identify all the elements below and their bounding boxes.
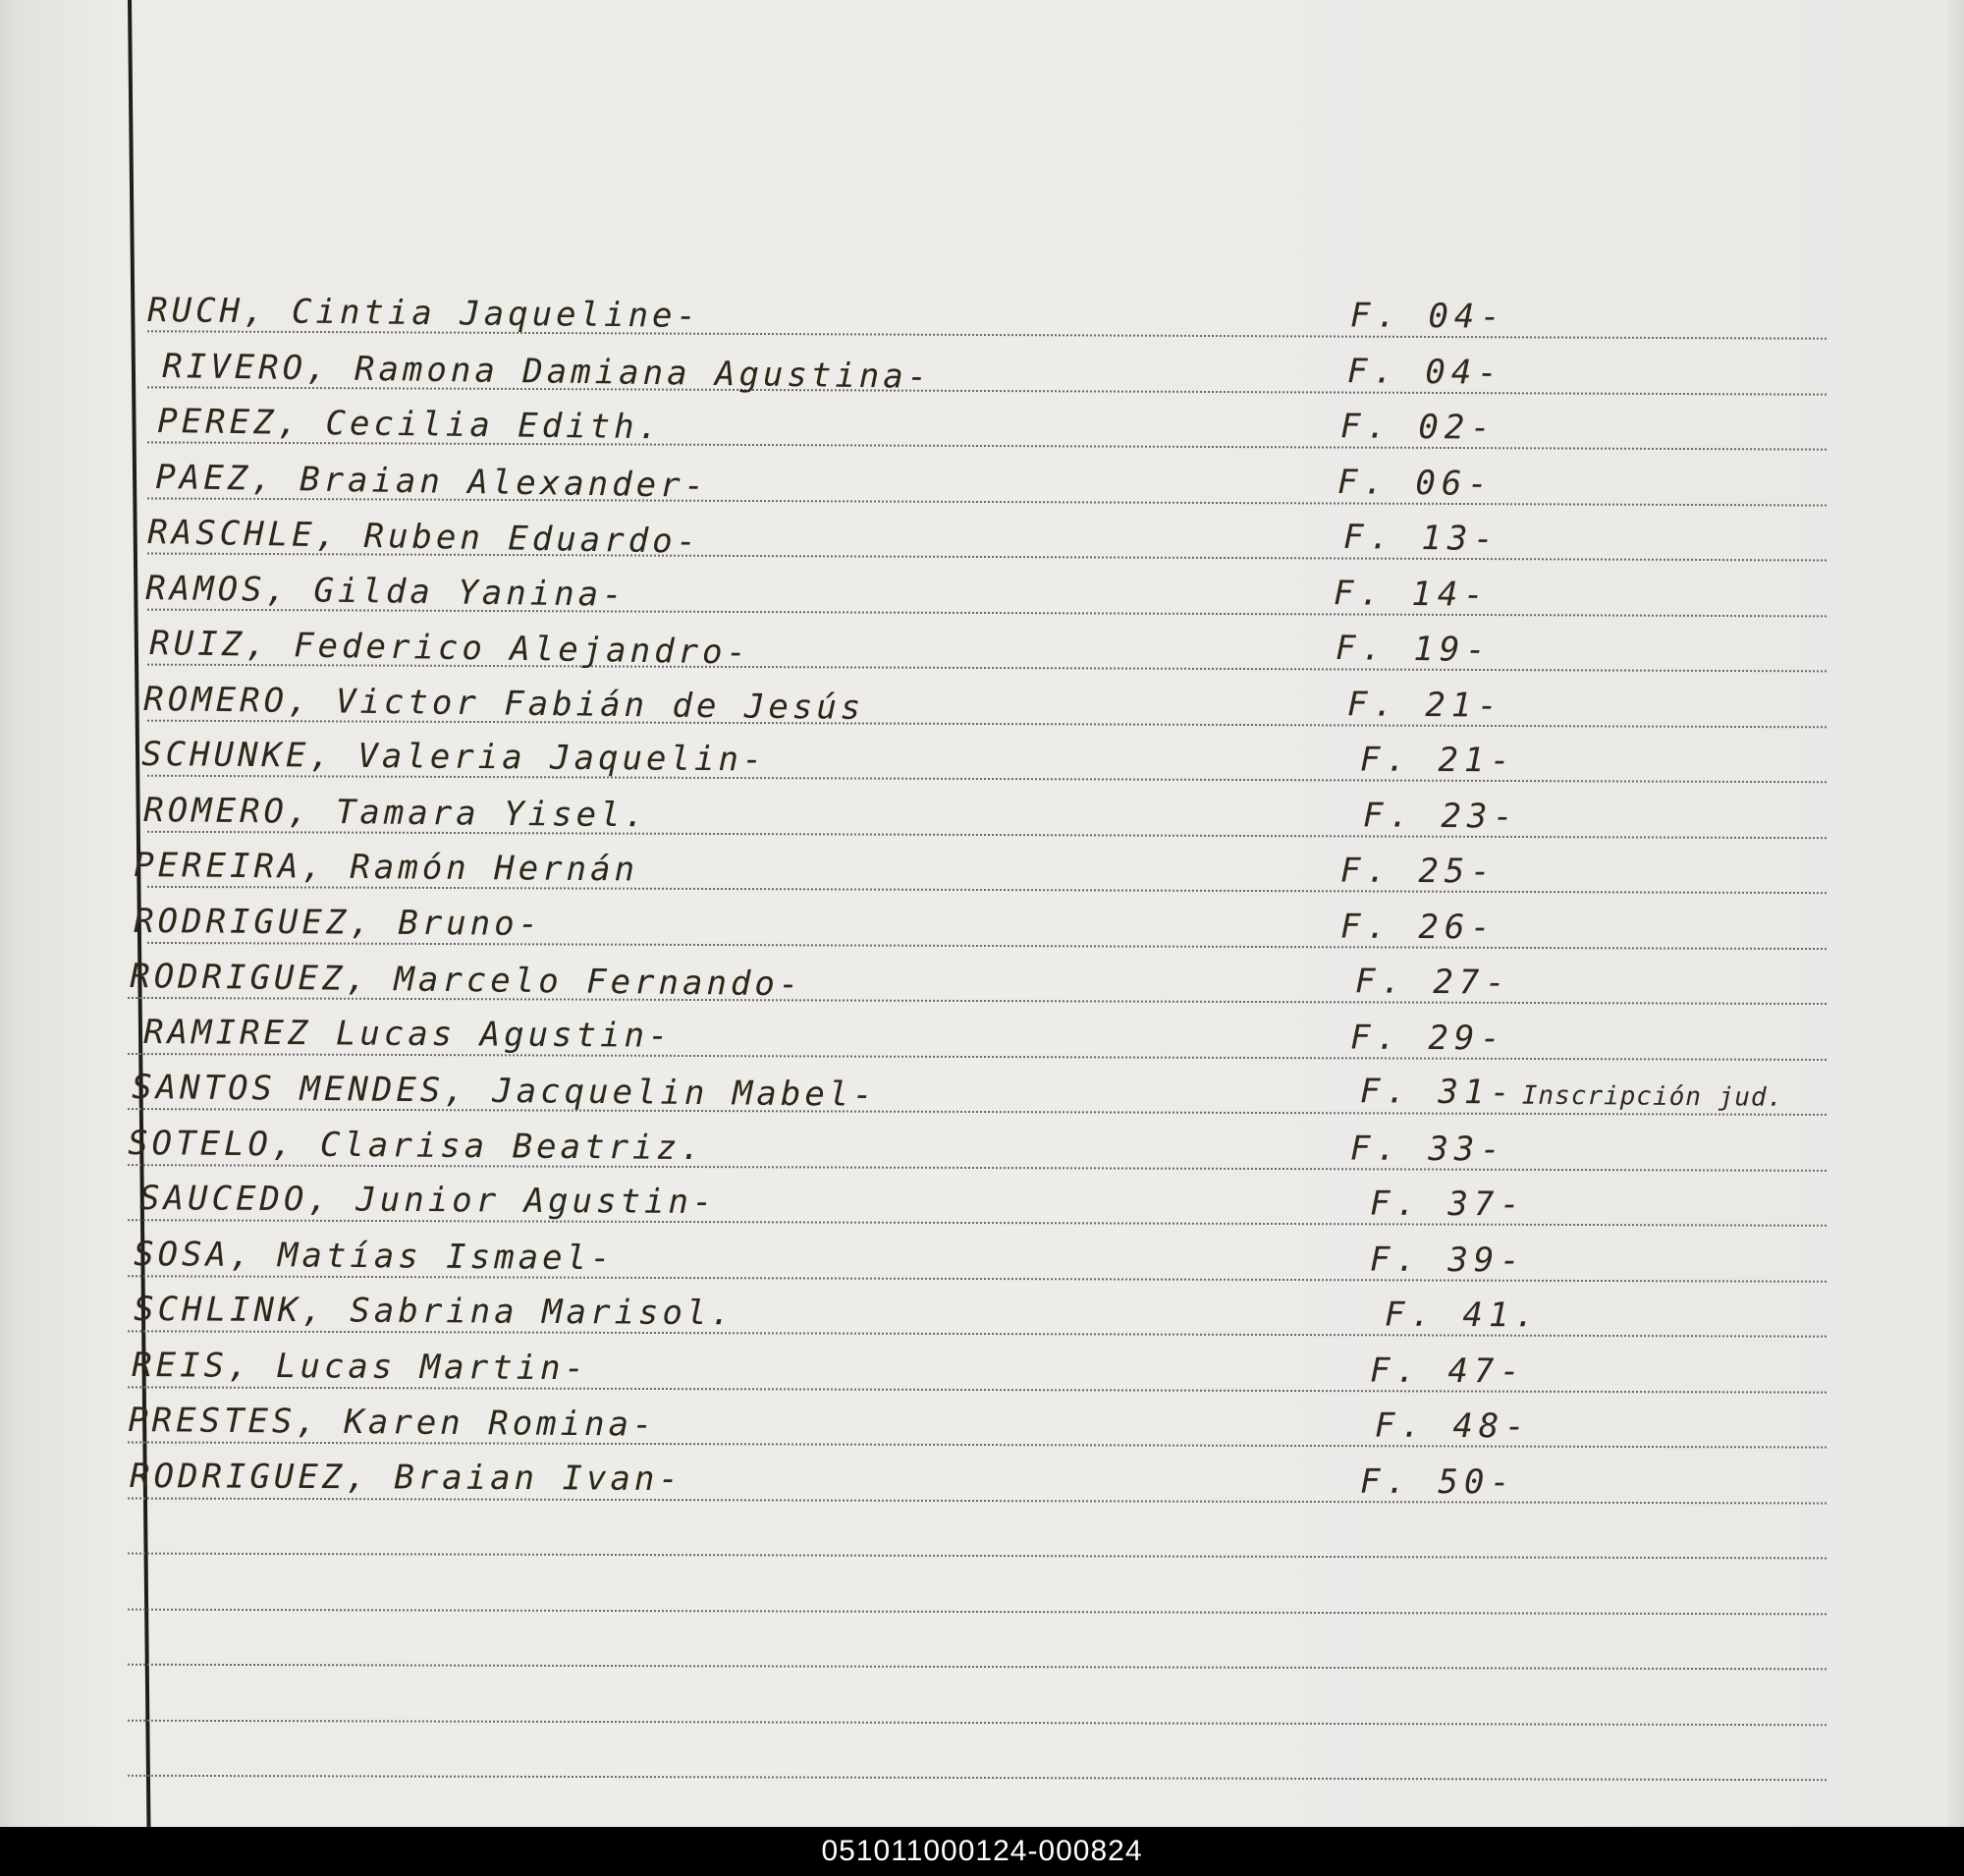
folio-number: F. 39- (1369, 1239, 1526, 1281)
ledger-folio (1347, 352, 1503, 393)
folio-number: F. 31- (1359, 1072, 1516, 1113)
ledger-folio (1334, 574, 1490, 615)
ledger-folio (1360, 1072, 1784, 1115)
dotted-rule (128, 1608, 1827, 1615)
folio-number: F. 41. (1384, 1295, 1541, 1336)
ledger-name: SOSA, Matías Ismael- (134, 1234, 615, 1278)
folio-number: F. 37- (1369, 1184, 1526, 1225)
ledger-name: SANTOS MENDES, Jacquelin Mabel- (132, 1068, 877, 1115)
ledger-name: RODRIGUEZ, Marcelo Fernando- (130, 957, 803, 1005)
dotted-rule (128, 1441, 1827, 1448)
folio-number: F. 27- (1354, 962, 1512, 1003)
dotted-rule (128, 1719, 1827, 1726)
ledger-folio (1370, 1351, 1526, 1391)
ledger-name: PEREIRA, Ramón Hernán (134, 846, 639, 890)
folio-number: F. 04- (1349, 296, 1506, 337)
ledger-folio (1360, 1462, 1516, 1502)
folio-number: F. 23- (1362, 795, 1519, 837)
folio-number: F. 06- (1337, 462, 1495, 504)
dotted-rule (128, 1553, 1827, 1560)
folio-note: Inscripción jud. (1521, 1080, 1784, 1113)
folio-number: F. 48- (1374, 1406, 1531, 1447)
ledger-folio (1340, 851, 1497, 891)
ledger-name: RIVERO, Ramona Damiana Agustina- (162, 346, 932, 397)
footer-bar (0, 1827, 1964, 1876)
folio-number: F. 29- (1349, 1018, 1506, 1058)
ledger-folio (1375, 1406, 1531, 1446)
ledger-name: RAMIREZ Lucas Agustin- (143, 1012, 673, 1056)
ledger-name: RUCH, Cintia Jaqueline- (147, 291, 701, 336)
folio-number: F. 04- (1346, 351, 1504, 393)
ledger-name: REIS, Lucas Martin- (132, 1345, 589, 1388)
dotted-rule (128, 1219, 1827, 1227)
ledger-folio (1340, 407, 1497, 448)
ledger-folio (1350, 1018, 1506, 1058)
ledger-folio (1337, 463, 1494, 504)
dotted-rule (128, 1664, 1827, 1671)
folio-number: F. 02- (1339, 407, 1498, 448)
ledger-folio (1363, 796, 1519, 836)
ledger-name: PRESTES, Karen Romina- (128, 1401, 657, 1445)
document-id: 051011000124-000824 (821, 1835, 1143, 1867)
ledger-folio (1350, 296, 1506, 336)
folio-number: F. 47- (1369, 1351, 1526, 1391)
ledger-name: ROMERO, Tamara Yisel. (143, 790, 649, 835)
ledger-name: SOTELO, Clarisa Beatriz. (128, 1123, 705, 1168)
ledger-name: SCHUNKE, Valeria Jaquelin- (141, 735, 767, 780)
ledger-folio (1343, 518, 1500, 559)
folio-number: F. 13- (1342, 517, 1500, 560)
folio-number: F. 25- (1339, 851, 1497, 892)
ledger-name: RASCHLE, Ruben Eduardo- (147, 513, 701, 562)
ledger-folio (1340, 907, 1497, 947)
ledger-name: RAMOS, Gilda Yanina- (145, 568, 627, 615)
ledger-folio (1336, 629, 1492, 670)
ledger-name: PAEZ, Braian Alexander- (155, 457, 709, 506)
dotted-rule (128, 1497, 1827, 1504)
folio-number: F. 33- (1349, 1128, 1506, 1170)
folio-number: F. 19- (1335, 629, 1493, 670)
ledger-folio (1350, 1129, 1506, 1169)
ledger-folio (1360, 740, 1516, 780)
ledger-name: ROMERO, Victor Fabián de Jesús (143, 679, 865, 728)
ledger-folio (1355, 962, 1511, 1003)
folio-number: F. 21- (1346, 684, 1504, 726)
ledger-name: SCHLINK, Sabrina Marisol. (134, 1290, 736, 1334)
ledger-folio (1385, 1296, 1541, 1336)
folio-number: F. 21- (1359, 740, 1516, 781)
ledger-folio (1370, 1240, 1526, 1280)
dotted-rule (128, 1330, 1827, 1337)
ledger-name: RODRIGUEZ, Braian Ivan- (130, 1456, 683, 1499)
folio-number: F. 14- (1333, 573, 1491, 615)
ledger-name: SAUCEDO, Junior Agustin- (139, 1179, 717, 1223)
ledger-name: RODRIGUEZ, Bruno- (134, 901, 543, 944)
ledger-folio (1370, 1185, 1526, 1225)
folio-number: F. 50- (1359, 1462, 1516, 1502)
ledger-folio (1347, 685, 1503, 726)
dotted-rule (128, 1386, 1827, 1393)
ledger-name: PEREZ, Cecilia Edith. (157, 402, 663, 448)
dotted-rule (128, 1775, 1827, 1781)
ledger-name: RUIZ, Federico Alejandro- (149, 624, 751, 673)
folio-number: F. 26- (1339, 907, 1497, 947)
